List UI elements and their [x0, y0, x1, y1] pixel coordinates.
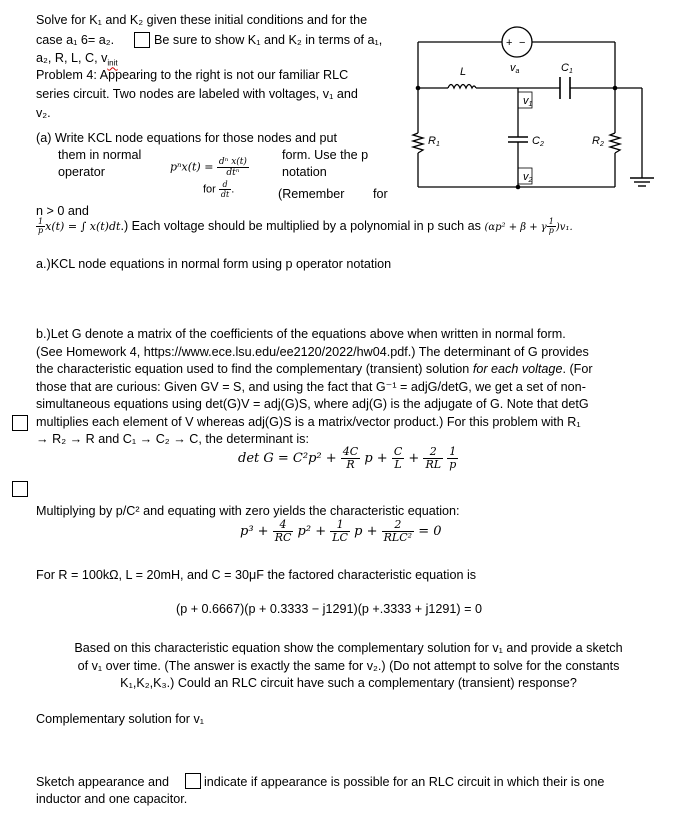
part-a-line-2a: them in normal	[58, 148, 142, 162]
ground-icon	[630, 178, 654, 186]
part-a-line-4c: (Remember	[278, 187, 345, 201]
part-b-line-5: simultaneous equations using det(G)V = adj(G)S, where adj(G) is the adjugate of G. Note that detG	[36, 397, 589, 411]
node-dot	[416, 86, 421, 91]
part-a-line-5: n > 0 and	[36, 204, 89, 218]
intro-line-2b: Be sure to show K₁ and K₂ in terms of a₁,	[154, 33, 383, 47]
circuit-diagram	[400, 20, 665, 200]
complementary-line-2: of v₁ over time. (The answer is exactly the same for v₂.) (Do not attempt to solve for the constants	[77, 658, 620, 673]
intro-line-3: a₂, R, L, C, $v_{init}$	[36, 51, 118, 68]
component-values: For R = 100kΩ, L = 20mH, and C = 30μF the factored characteristic equation is	[36, 568, 477, 582]
node-dot	[516, 185, 521, 190]
sketch-line-1a: Sketch appearance and	[36, 775, 170, 789]
part-a-line-3b: notation	[282, 165, 327, 179]
determinant-equation: det G = C²p² + $\frac{4C}{R}$ p + $\frac{C}{L}$ + $\frac{2}{RL}$ $\frac{1}{p}$	[238, 445, 457, 471]
intro-line-5: series circuit. Two nodes are labeled with voltages, v₁ and	[36, 87, 358, 101]
intro-line-1: Solve for K₁ and K₂ given these initial conditions and for the	[36, 13, 368, 27]
part-b-line-1: b.)Let G denote a matrix of the coefficients of the equations above when written in normal form.	[36, 327, 566, 341]
problem-4-heading: Problem 4: Appearing to the right is not our familiar RLC	[36, 68, 349, 82]
part-a-line-3a: operator	[58, 165, 105, 179]
source-plus-label: +	[506, 37, 513, 49]
r1-label: R1	[428, 135, 440, 148]
part-b-line-2: (See Homework 4, https://www.ece.lsu.edu/ee2120/2022/hw04.pdf.) The determinant of G provides	[36, 344, 589, 359]
part-b-paragraph	[36, 326, 661, 449]
v1-label: v1	[523, 95, 533, 108]
checkbox-4[interactable]	[185, 773, 201, 789]
v2-label: v2	[523, 171, 533, 184]
p-operator-definition: pⁿx(t) = $\frac{\text{dⁿ x(t)}}{\text{dtⁿ}}$	[170, 157, 247, 178]
part-b-line-6: multiplies each element of V whereas adj(G)S is a matrix/vector product.) For this problem with R₁	[36, 414, 581, 429]
part-a-line-4d: for	[373, 187, 388, 201]
part-a-line-1: (a) Write KCL node equations for those nodes and put	[36, 131, 338, 145]
checkbox-1[interactable]	[134, 32, 150, 48]
resistor-r1-icon	[413, 133, 423, 153]
inductor-icon	[448, 85, 476, 89]
checkbox-3[interactable]	[12, 481, 28, 497]
c2-label: C2	[532, 135, 544, 148]
intro-line-2a: case a₁ 6= a₂.	[36, 33, 115, 47]
capacitor-c2-icon	[508, 137, 528, 142]
factored-equation: (p + 0.6667)(p + 0.3333 − j1291)(p +.3333 + j1291) = 0	[176, 602, 482, 616]
part-a-line-4a: for $\frac{d}{dt}$ .	[203, 180, 235, 199]
complementary-line-3: K₁,K₂,K₃.) Could an RLC circuit have such a complementary (transient) response?	[120, 676, 577, 690]
sketch-line-2: inductor and one capacitor.	[36, 792, 188, 806]
part-b-line-4: those that are curious: Given GV = S, and using the fact that G⁻¹ = adjG/detG, we get a set of non-	[36, 379, 586, 394]
part-a-line-2b: form. Use the p	[282, 148, 369, 162]
part-b-line-3: the characteristic equation used to find the complementary (transient) solution for each voltage. (For	[36, 362, 593, 376]
source-minus-label: −	[519, 37, 526, 49]
part-a-line-6: $\frac{1}{p}$ x(t) = ∫ x(t)dt.) Each voltage should be multiplied by a polynomial in p such as (αp² + β + γ $\frac{1}{p}$ )v₁.	[38, 217, 573, 235]
capacitor-c1-icon	[560, 77, 570, 99]
part-a-answer-label: a.)KCL node equations in normal form using p operator notation	[36, 257, 392, 271]
sketch-line-1b: indicate if appearance is possible for an RLC circuit in which their is one	[204, 775, 605, 789]
char-eq-intro: Multiplying by p/C² and equating with zero yields the characteristic equation:	[36, 504, 460, 518]
resistor-r2-icon	[610, 133, 620, 153]
complementary-paragraph	[36, 640, 661, 693]
intro-line-6: v₂.	[36, 106, 51, 120]
checkbox-2[interactable]	[12, 415, 28, 431]
c1-label: C1	[561, 62, 573, 75]
complementary-label: Complementary solution for v₁	[36, 712, 205, 726]
characteristic-equation: p³ + $\frac{4}{RC}$ p² + $\frac{1}{LC}$ p + $\frac{2}{\text{RLC²}}$ = 0	[240, 518, 442, 544]
source-label: va	[510, 62, 520, 75]
complementary-line-1: Based on this characteristic equation show the complementary solution for v₁ and provide a sketch	[74, 641, 623, 655]
r2-label: R2	[592, 135, 604, 148]
part-b-line-7: → R₂ → R and C₁ → C₂ → C, the determinant is:	[36, 432, 309, 446]
inductor-label: L	[460, 66, 467, 78]
node-dot	[613, 86, 618, 91]
